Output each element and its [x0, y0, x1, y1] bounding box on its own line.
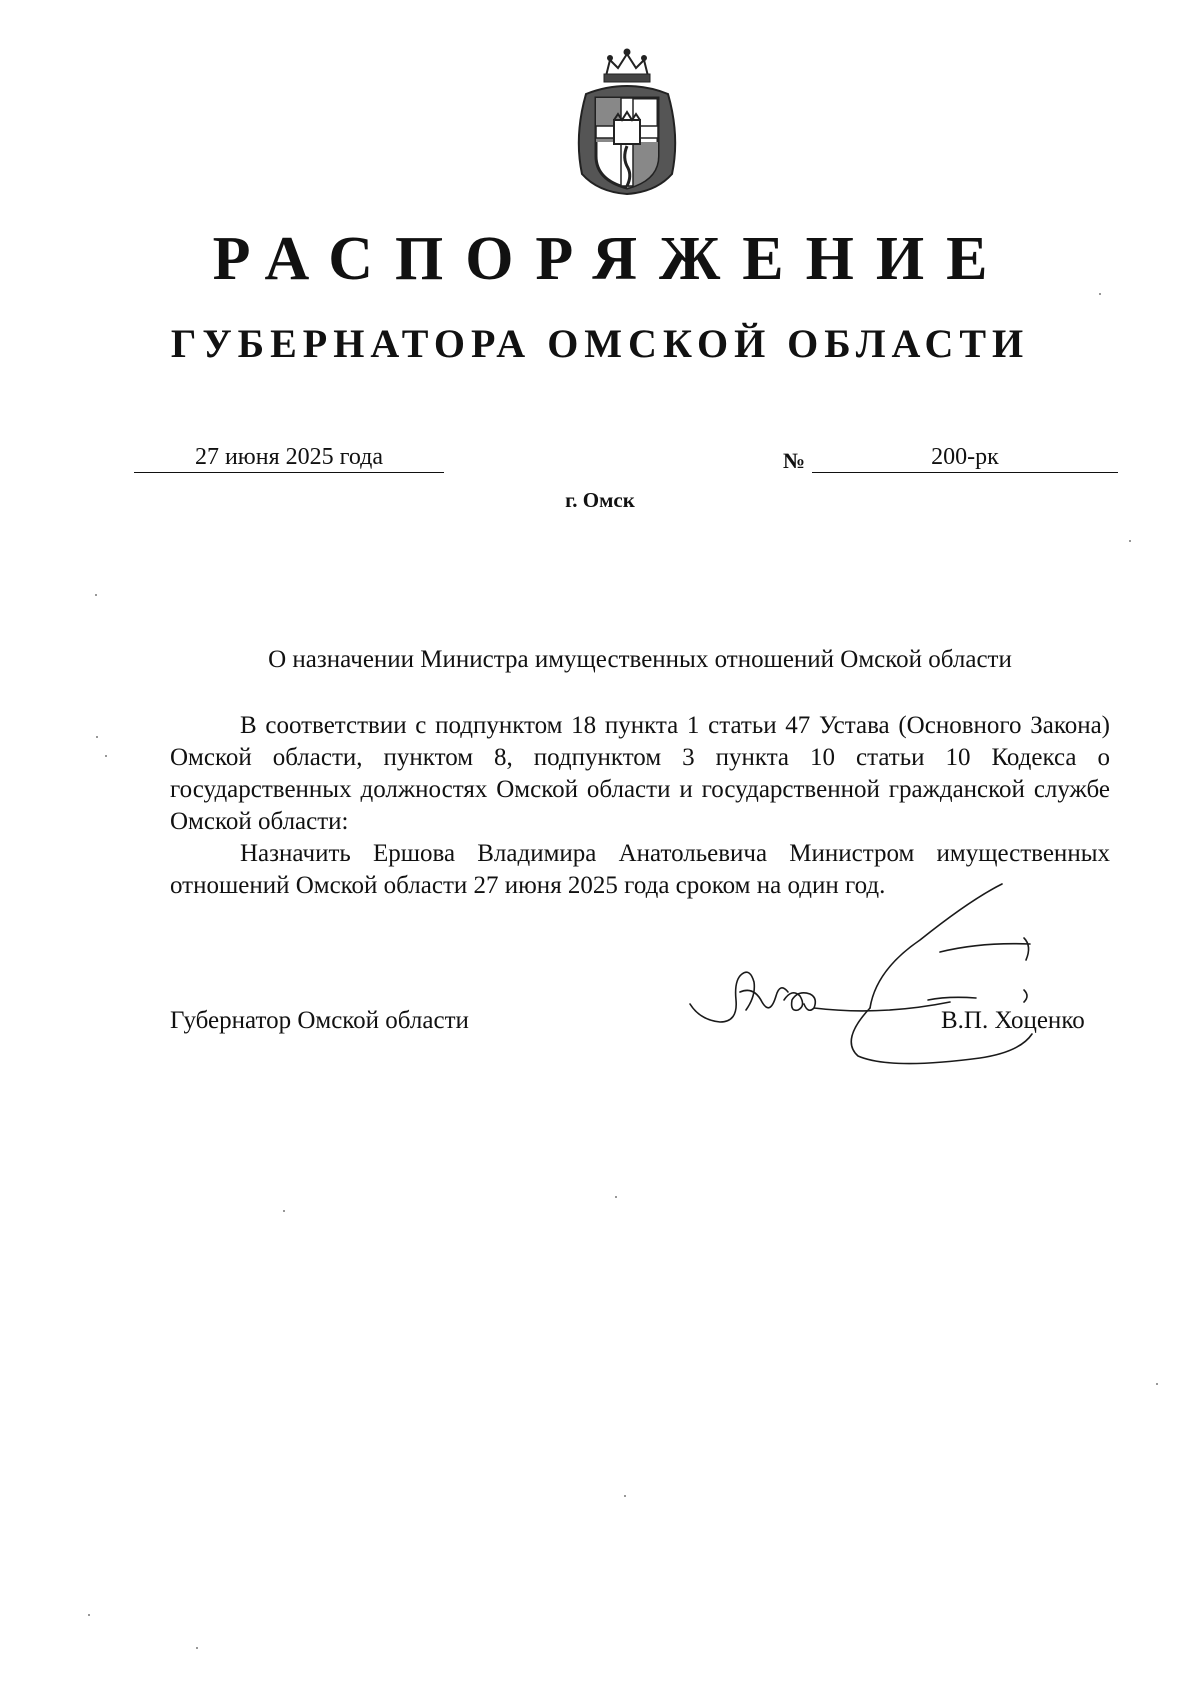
document-date: 27 июня 2025 года: [134, 442, 444, 473]
scan-speck: [1099, 293, 1101, 295]
body-paragraph-2: Назначить Ершова Владимира Анатольевича Министром имущественных отношений Омской области 27 июня 2025 года сроком на один год.: [170, 840, 1110, 899]
scan-speck: [1156, 1383, 1158, 1385]
coat-of-arms-icon: [568, 46, 686, 196]
scan-speck: [283, 1210, 285, 1212]
handwritten-signature: [680, 870, 1120, 1070]
body-paragraph-1: В соответствии с подпунктом 18 пункта 1 статьи 47 Устава (Основного Закона) Омской области, пунктом 8, подпунктом 3 пункта 10 статьи 10 Кодекса о государственных должностях Омской области и государственной гражданской службе Омской области:: [170, 712, 1110, 835]
scan-speck: [615, 1196, 617, 1198]
document-number: 200-рк: [812, 442, 1118, 473]
scan-speck: [196, 1647, 198, 1649]
document-title: РАСПОРЯЖЕНИЕ: [212, 225, 1010, 293]
scan-speck: [105, 755, 107, 757]
scan-speck: [1129, 540, 1131, 542]
signatory-position: Губернатор Омской области: [170, 1007, 469, 1034]
scan-speck: [96, 736, 98, 738]
document-heading: О назначении Министра имущественных отношений Омской области: [268, 646, 1012, 673]
scan-speck: [95, 594, 97, 596]
scan-speck: [88, 1614, 90, 1616]
document-subtitle: ГУБЕРНАТОРА ОМСКОЙ ОБЛАСТИ: [170, 321, 1030, 366]
document-city: г. Омск: [565, 488, 635, 512]
number-label: №: [783, 448, 806, 473]
signatory-name: В.П. Хоценко: [941, 1007, 1085, 1034]
scan-speck: [624, 1495, 626, 1497]
